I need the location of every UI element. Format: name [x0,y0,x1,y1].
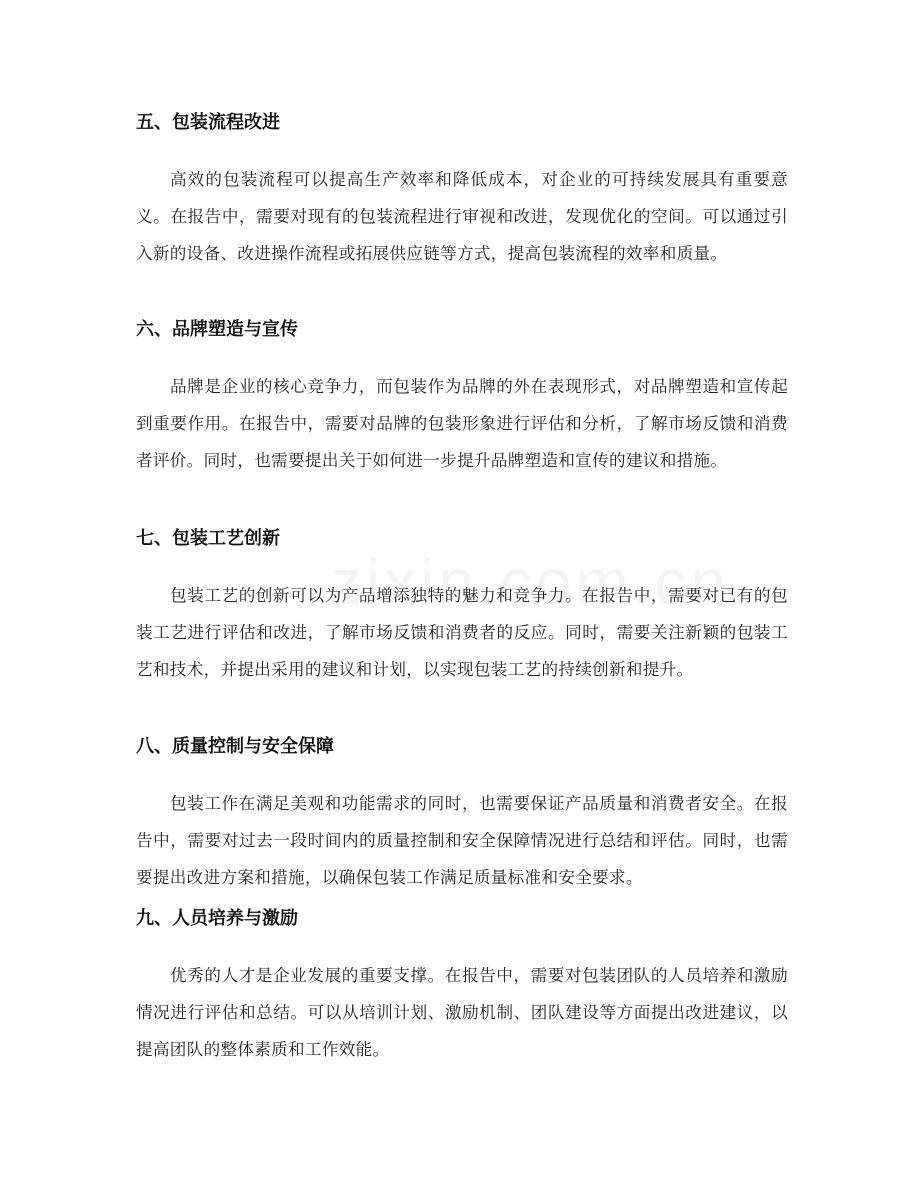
section-heading: 八、质量控制与安全保障 [136,736,334,757]
section-heading: 七、包装工艺创新 [136,528,280,549]
section-craft-innovation [136,527,788,688]
section-paragraph: 包装工作在满足美观和功能需求的同时，也需要保证产品质量和消费者安全。在报告中，需要对过去一段时间内的质量控制和安全保障情况进行总结和评估。同时，也需要提出改进方案和措施，以确保包装工作满足质量标准和安全要求。 [136,794,788,887]
section-brand-building [136,318,788,479]
section-quality-safety [136,735,788,896]
section-staff-development [136,907,788,1068]
section-heading: 六、品牌塑造与宣传 [136,319,298,340]
section-paragraph: 优秀的人才是企业发展的重要支撑。在报告中，需要对包装团队的人员培养和激励情况进行评估和总结。可以从培训计划、激励机制、团队建设等方面提出改进建议，以提高团队的整体素质和工作效能。 [136,966,788,1059]
section-paragraph: 品牌是企业的核心竞争力，而包装作为品牌的外在表现形式，对品牌塑造和宣传起到重要作用。在报告中，需要对品牌的包装形象进行评估和分析，了解市场反馈和消费者评价。同时，也需要提出关于如何进一步提升品牌塑造和宣传的建议和措施。 [136,377,788,470]
section-paragraph: 高效的包装流程可以提高生产效率和降低成本，对企业的可持续发展具有重要意义。在报告中，需要对现有的包装流程进行审视和改进，发现优化的空间。可以通过引入新的设备、改进操作流程或拓展供应链等方式，提高包装流程的效率和质量。 [136,170,788,263]
section-heading: 五、包装流程改进 [136,112,280,133]
section-packaging-process [136,111,788,272]
section-heading: 九、人员培养与激励 [136,908,298,929]
section-paragraph: 包装工艺的创新可以为产品增添独特的魅力和竞争力。在报告中，需要对已有的包装工艺进行评估和改进，了解市场反馈和消费者的反应。同时，需要关注新颖的包装工艺和技术，并提出采用的建议和计划，以实现包装工艺的持续创新和提升。 [136,586,788,679]
